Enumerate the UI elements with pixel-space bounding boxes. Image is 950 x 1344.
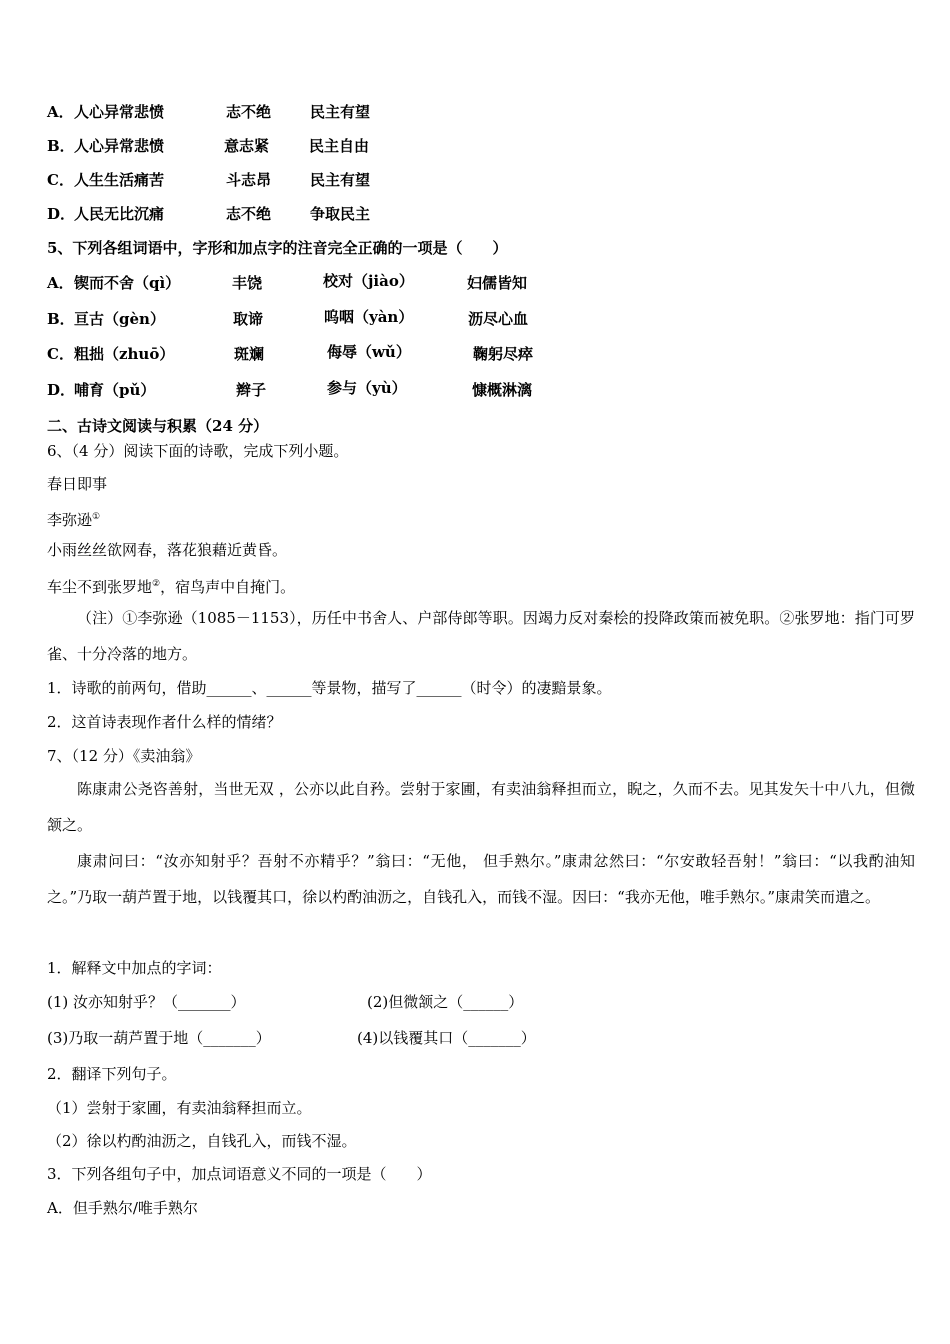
poem-title: 春日即事 xyxy=(47,475,108,493)
q7-sub-3: 3．下列各组句子中，加点词语意义不同的一项是（ ） xyxy=(47,1165,432,1183)
poem-line-1: 小雨丝丝欲网春，落花狼藉近黄昏。 xyxy=(47,541,288,559)
q7-option-a: A．但手熟尔/唯手熟尔 xyxy=(47,1199,198,1217)
q7-passage-para-2: 康肃问曰：“汝亦知射乎？吾射不亦精乎？”翁曰：“无他， 但手熟尔。”康肃忿然曰：“尔安敢轻吾射！”翁曰：“以我酌油知之。”乃取一葫芦置于地，以钱覆其口，徐以杓酌油沥之，自钱孔入，而钱不湿。因曰：“我亦无他，唯手熟尔。”康肃笑而遣之。 xyxy=(47,852,915,906)
q7-stem: 7、（12 分）《卖油翁》 xyxy=(47,747,201,765)
q7-translate-2: （2）徐以杓酌油沥之，自钱孔入，而钱不湿。 xyxy=(47,1132,357,1150)
q7-passage-para-1: 陈康肃公尧咨善射，当世无双 ，公亦以此自矜。尝射于家圃，有卖油翁释担而立，睨之，久而不去。见其发矢十中八九，但微颔之。 xyxy=(47,780,915,834)
poem-line-2: 车尘不到张罗地②，宿鸟声中自掩门。 xyxy=(47,578,296,596)
q5-stem: 5、下列各组词语中，字形和加点字的注音完全正确的一项是（ ） xyxy=(47,239,508,257)
section-2-title: 二、古诗文阅读与积累（24 分） xyxy=(47,417,269,435)
q6-stem: 6、（4 分）阅读下面的诗歌，完成下列小题。 xyxy=(47,442,349,460)
poem-author: 李弥逊① xyxy=(47,511,101,529)
q7-sub-1: 1．解释文中加点的字词： xyxy=(47,959,222,977)
poem-note: （注）①李弥逊（1085－1153），历任中书舍人、户部侍郎等职。因竭力反对秦桧的投降政策而被免职。②张罗地：指门可罗雀、十分冷落的地方。 xyxy=(47,609,915,663)
q7-sub-2: 2．翻译下列句子。 xyxy=(47,1065,177,1083)
q6-sub-2: 2．这首诗表现作者什么样的情绪？ xyxy=(47,713,282,731)
q6-sub-1: 1．诗歌的前两句，借助______、______等景物，描写了______（时令）的凄黯景象。 xyxy=(47,679,612,697)
q7-translate-1: （1）尝射于家圃，有卖油翁释担而立。 xyxy=(47,1099,312,1117)
